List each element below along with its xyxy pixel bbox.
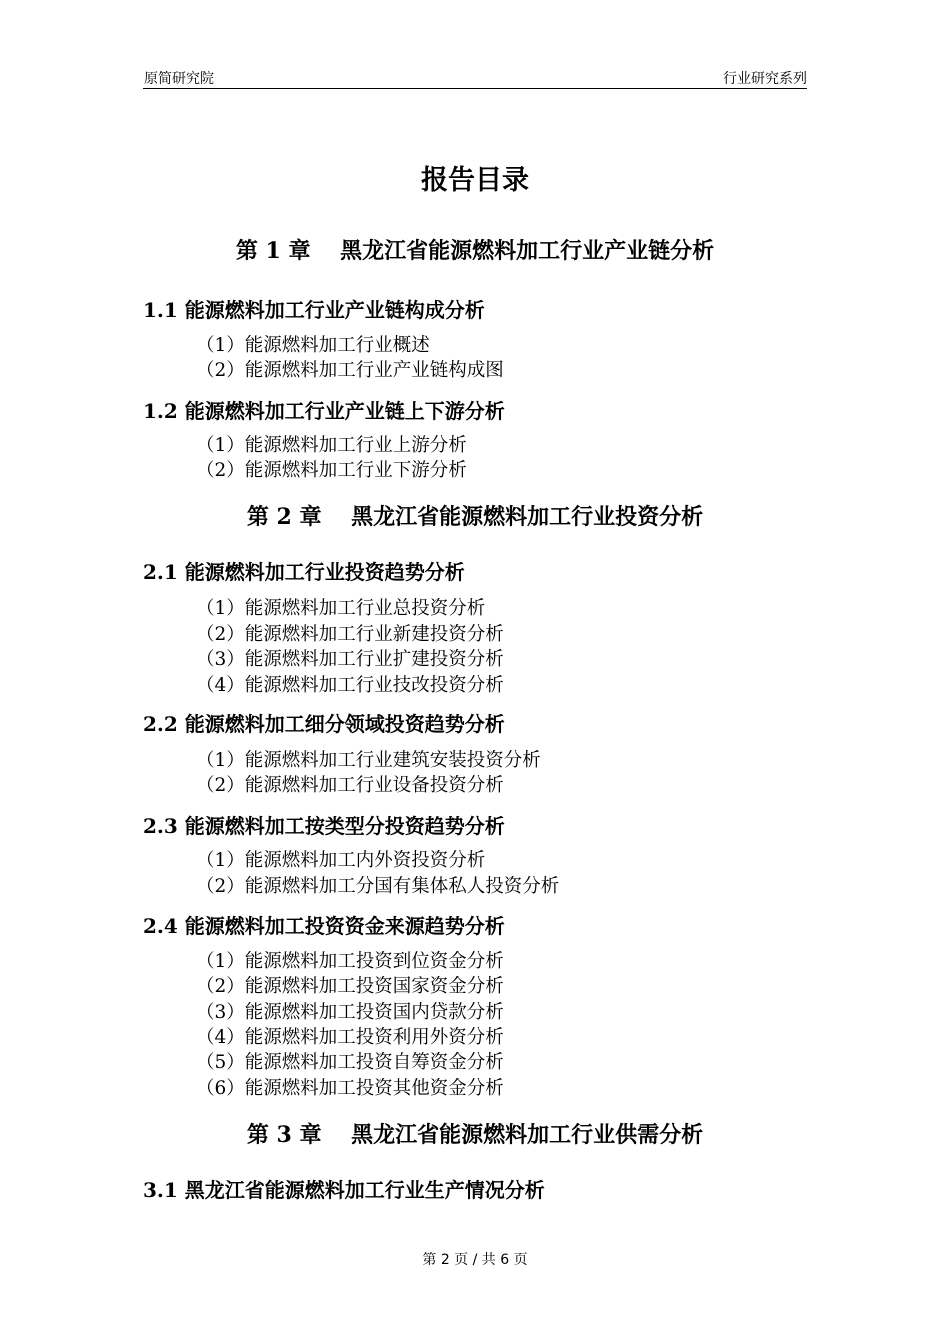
toc-item: （2）能源燃料加工行业下游分析 xyxy=(196,460,467,481)
section-1-1-heading: 1.1 能源燃料加工行业产业链构成分析 xyxy=(143,298,485,322)
toc-item: （1）能源燃料加工内外资投资分析 xyxy=(196,850,486,871)
toc-item: （4）能源燃料加工行业技改投资分析 xyxy=(196,675,504,696)
toc-item: （3）能源燃料加工行业扩建投资分析 xyxy=(196,649,504,670)
toc-item: （3）能源燃料加工投资国内贷款分析 xyxy=(196,1002,504,1023)
toc-item: （2）能源燃料加工行业新建投资分析 xyxy=(196,624,504,645)
toc-item: （1）能源燃料加工行业总投资分析 xyxy=(196,598,486,619)
header-org: 原简研究院 xyxy=(144,71,214,87)
toc-item: （1）能源燃料加工投资到位资金分析 xyxy=(196,951,504,972)
chapter-2-heading: 第 2 章 黑龙江省能源燃料加工行业投资分析 xyxy=(246,504,704,530)
toc-item: （2）能源燃料加工行业设备投资分析 xyxy=(196,775,504,796)
toc-item: （1）能源燃料加工行业建筑安装投资分析 xyxy=(196,750,541,771)
toc-item: （1）能源燃料加工行业概述 xyxy=(196,335,430,356)
section-2-2-heading: 2.2 能源燃料加工细分领域投资趋势分析 xyxy=(143,712,505,736)
page-number: 第 2 页 / 共 6 页 xyxy=(422,1252,528,1268)
header-series: 行业研究系列 xyxy=(723,71,807,87)
toc-item: （4）能源燃料加工投资利用外资分析 xyxy=(196,1027,504,1048)
page-title: 报告目录 xyxy=(421,165,529,196)
section-2-1-heading: 2.1 能源燃料加工行业投资趋势分析 xyxy=(143,560,465,584)
toc-item: （6）能源燃料加工投资其他资金分析 xyxy=(196,1078,504,1099)
section-1-2-heading: 1.2 能源燃料加工行业产业链上下游分析 xyxy=(143,399,505,423)
section-2-3-heading: 2.3 能源燃料加工按类型分投资趋势分析 xyxy=(143,814,505,838)
toc-item: （1）能源燃料加工行业上游分析 xyxy=(196,435,467,456)
chapter-1-heading: 第 1 章 黑龙江省能源燃料加工行业产业链分析 xyxy=(235,238,715,264)
section-3-1-heading: 3.1 黑龙江省能源燃料加工行业生产情况分析 xyxy=(143,1178,545,1202)
page-header xyxy=(143,66,807,89)
toc-item: （2）能源燃料加工投资国家资金分析 xyxy=(196,976,504,997)
toc-item: （5）能源燃料加工投资自筹资金分析 xyxy=(196,1052,504,1073)
toc-item: （2）能源燃料加工分国有集体私人投资分析 xyxy=(196,876,560,897)
chapter-3-heading: 第 3 章 黑龙江省能源燃料加工行业供需分析 xyxy=(246,1122,704,1148)
section-2-4-heading: 2.4 能源燃料加工投资资金来源趋势分析 xyxy=(143,914,505,938)
toc-item: （2）能源燃料加工行业产业链构成图 xyxy=(196,360,504,381)
